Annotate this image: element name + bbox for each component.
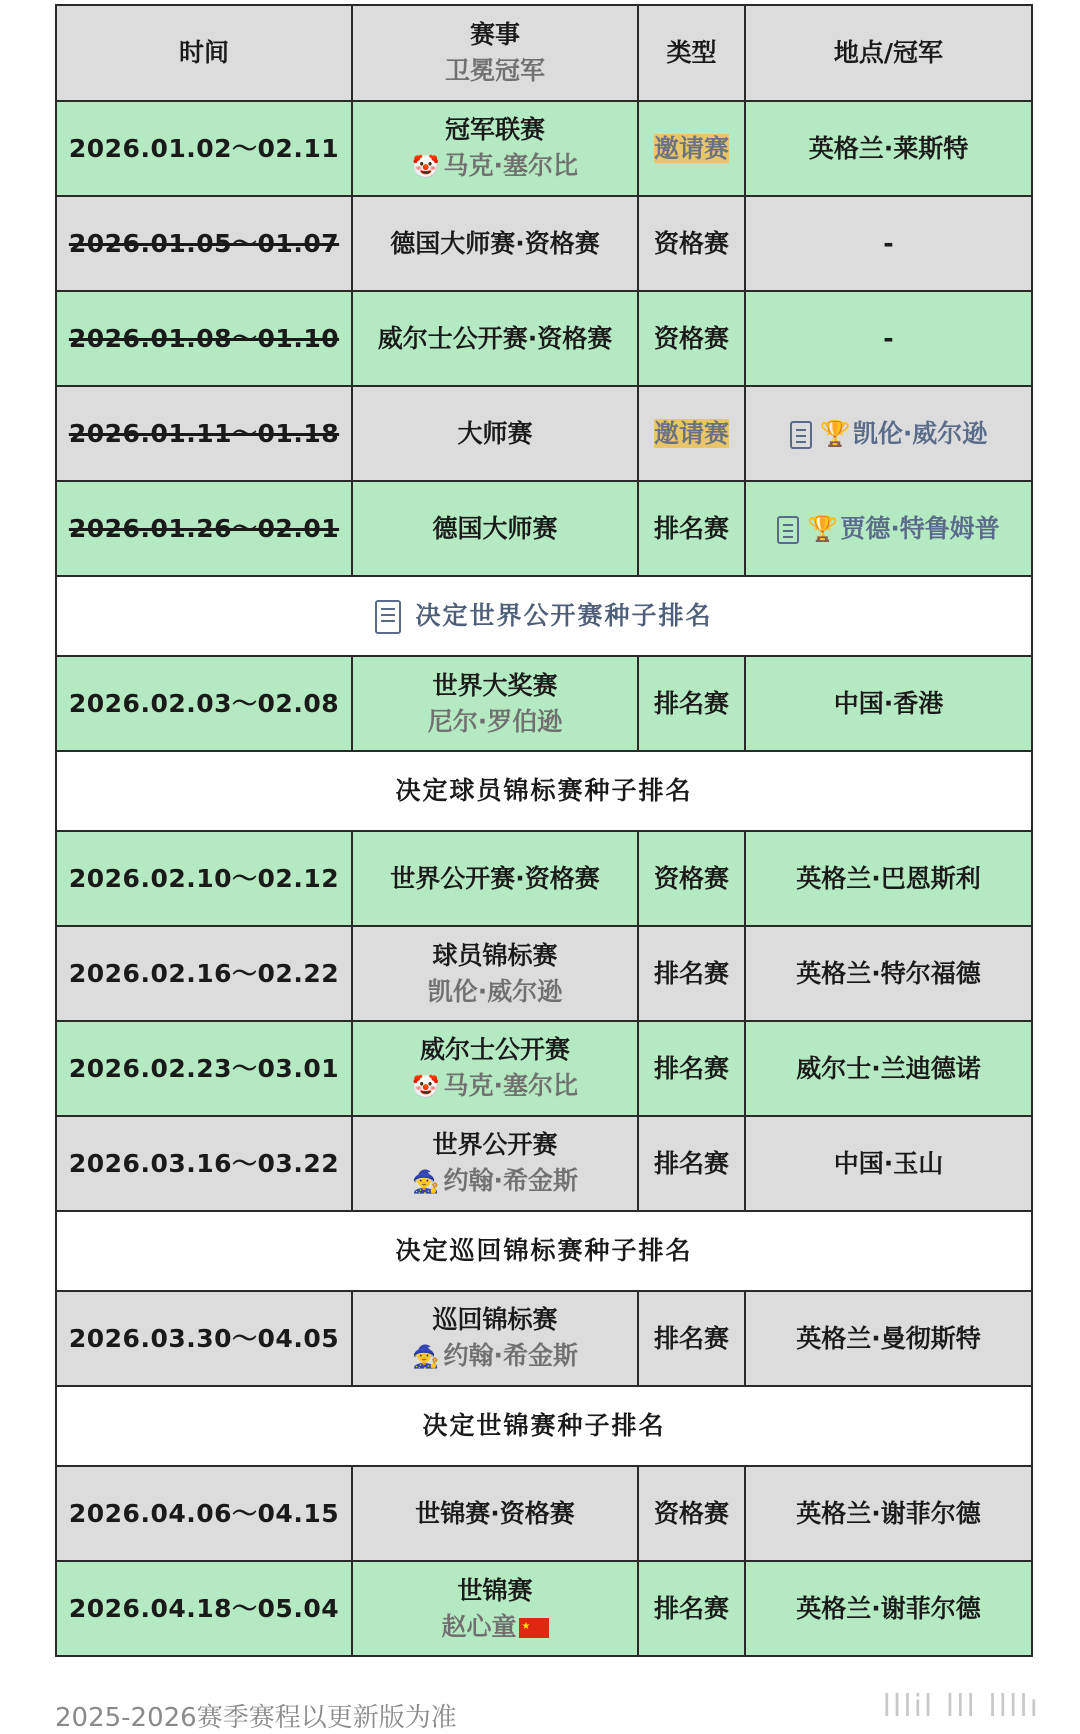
section-title-text: 决定世界公开赛种子排名 [415, 601, 713, 630]
clown-face-icon: 🤡 [412, 1074, 440, 1100]
row-event-name: 世界公开赛 [432, 1129, 558, 1159]
row-place: 威尔士·兰迪德诺 [745, 1021, 1032, 1116]
row-type: 排名赛 [638, 1291, 745, 1386]
row-date: 2026.01.05～01.07 [56, 196, 352, 291]
document-icon [375, 600, 401, 634]
row-date: 2026.01.26～02.01 [56, 481, 352, 576]
row-event [352, 101, 638, 196]
row-event: 大师赛 [352, 386, 638, 481]
row-event-name: 威尔士公开赛 [419, 1034, 570, 1064]
row-event-name: 世界大奖赛 [432, 670, 558, 700]
row-event-sub: 马克·塞尔比 [443, 150, 578, 180]
section-row [56, 576, 1032, 656]
row-event [352, 1291, 638, 1386]
row-type: 资格赛 [638, 291, 745, 386]
table-row [56, 656, 1032, 751]
row-type: 资格赛 [638, 831, 745, 926]
header-place: 地点/冠军 [745, 5, 1032, 101]
row-type: 排名赛 [638, 1021, 745, 1116]
row-event: 威尔士公开赛·资格赛 [352, 291, 638, 386]
row-date: 2026.01.02～02.11 [56, 101, 352, 196]
row-date: 2026.03.16～03.22 [56, 1116, 352, 1211]
row-place [745, 386, 1032, 481]
row-event [352, 926, 638, 1021]
row-event [352, 1116, 638, 1211]
table-row [56, 1561, 1032, 1656]
row-type [638, 101, 745, 196]
trophy-icon: 🏆 [807, 513, 839, 543]
table-row [56, 386, 1032, 481]
section-row [56, 1386, 1032, 1466]
schedule-table [55, 4, 1033, 1657]
row-event [352, 1021, 638, 1116]
row-date: 2026.02.03～02.08 [56, 656, 352, 751]
row-place: 英格兰·谢菲尔德 [745, 1561, 1032, 1656]
trophy-icon: 🏆 [819, 418, 851, 448]
row-event-sub: 尼尔·罗伯逊 [427, 706, 563, 736]
row-event [352, 656, 638, 751]
row-type-label: 邀请赛 [653, 133, 729, 163]
header-event [352, 5, 638, 101]
footer-note: 2025-2026赛季赛程以更新版为准 [55, 1703, 457, 1733]
mage-icon: 🧙 [412, 1344, 440, 1370]
document-icon [777, 516, 799, 544]
section-title: 决定巡回锦标赛种子排名 [56, 1211, 1032, 1291]
row-type: 排名赛 [638, 481, 745, 576]
china-flag-icon [519, 1618, 549, 1638]
row-place: - [745, 196, 1032, 291]
row-place: 英格兰·曼彻斯特 [745, 1291, 1032, 1386]
row-event-sub: 约翰·希金斯 [443, 1165, 578, 1195]
table-row [56, 1021, 1032, 1116]
header-type: 类型 [638, 5, 745, 101]
row-event-name: 球员锦标赛 [432, 940, 558, 970]
table-row [56, 101, 1032, 196]
row-type: 资格赛 [638, 196, 745, 291]
section-title [56, 576, 1032, 656]
row-place-champion: 贾德·特鲁姆普 [840, 513, 1000, 543]
row-place: 英格兰·莱斯特 [745, 101, 1032, 196]
row-date: 2026.03.30～04.05 [56, 1291, 352, 1386]
table-row [56, 196, 1032, 291]
row-type: 排名赛 [638, 1116, 745, 1211]
row-type-label: 邀请赛 [653, 418, 729, 448]
row-event-sub: 赵心童 [441, 1611, 517, 1641]
row-place [745, 481, 1032, 576]
section-title: 决定球员锦标赛种子排名 [56, 751, 1032, 831]
row-date: 2026.02.16～02.22 [56, 926, 352, 1021]
row-event: 德国大师赛·资格赛 [352, 196, 638, 291]
row-event [352, 1561, 638, 1656]
row-date: 2026.02.23～03.01 [56, 1021, 352, 1116]
row-place: - [745, 291, 1032, 386]
row-event: 德国大师赛 [352, 481, 638, 576]
section-row [56, 1211, 1032, 1291]
row-event: 世锦赛·资格赛 [352, 1466, 638, 1561]
row-type: 排名赛 [638, 926, 745, 1021]
row-date: 2026.01.08～01.10 [56, 291, 352, 386]
watermark: lllil lll llllı [882, 1689, 1040, 1724]
row-place: 英格兰·特尔福德 [745, 926, 1032, 1021]
row-type [638, 386, 745, 481]
table-header-row [56, 5, 1032, 101]
row-type: 排名赛 [638, 656, 745, 751]
table-row [56, 1116, 1032, 1211]
row-date: 2026.04.18～05.04 [56, 1561, 352, 1656]
header-time: 时间 [56, 5, 352, 101]
row-event-name: 冠军联赛 [444, 114, 545, 144]
header-event-label: 赛事 [469, 20, 520, 49]
row-place: 英格兰·谢菲尔德 [745, 1466, 1032, 1561]
row-date: 2026.02.10～02.12 [56, 831, 352, 926]
table-row [56, 831, 1032, 926]
row-event-name: 巡回锦标赛 [432, 1304, 558, 1334]
table-row [56, 481, 1032, 576]
row-date: 2026.04.06～04.15 [56, 1466, 352, 1561]
row-place-champion: 凯伦·威尔逊 [852, 418, 988, 448]
row-place: 中国·香港 [745, 656, 1032, 751]
mage-icon: 🧙 [412, 1169, 440, 1195]
section-title: 决定世锦赛种子排名 [56, 1386, 1032, 1466]
row-event: 世界公开赛·资格赛 [352, 831, 638, 926]
row-place: 英格兰·巴恩斯利 [745, 831, 1032, 926]
row-event-sub: 马克·塞尔比 [443, 1070, 578, 1100]
clown-face-icon: 🤡 [412, 154, 440, 180]
document-icon [790, 421, 812, 449]
row-type: 排名赛 [638, 1561, 745, 1656]
row-event-sub: 凯伦·威尔逊 [427, 976, 563, 1006]
table-row [56, 926, 1032, 1021]
row-place: 中国·玉山 [745, 1116, 1032, 1211]
row-event-sub: 约翰·希金斯 [443, 1340, 578, 1370]
header-event-sub: 卫冕冠军 [444, 56, 545, 85]
table-row [56, 1291, 1032, 1386]
row-date: 2026.01.11～01.18 [56, 386, 352, 481]
row-event-name: 世锦赛 [457, 1575, 533, 1605]
table-row [56, 1466, 1032, 1561]
row-type: 资格赛 [638, 1466, 745, 1561]
section-row [56, 751, 1032, 831]
table-row [56, 291, 1032, 386]
